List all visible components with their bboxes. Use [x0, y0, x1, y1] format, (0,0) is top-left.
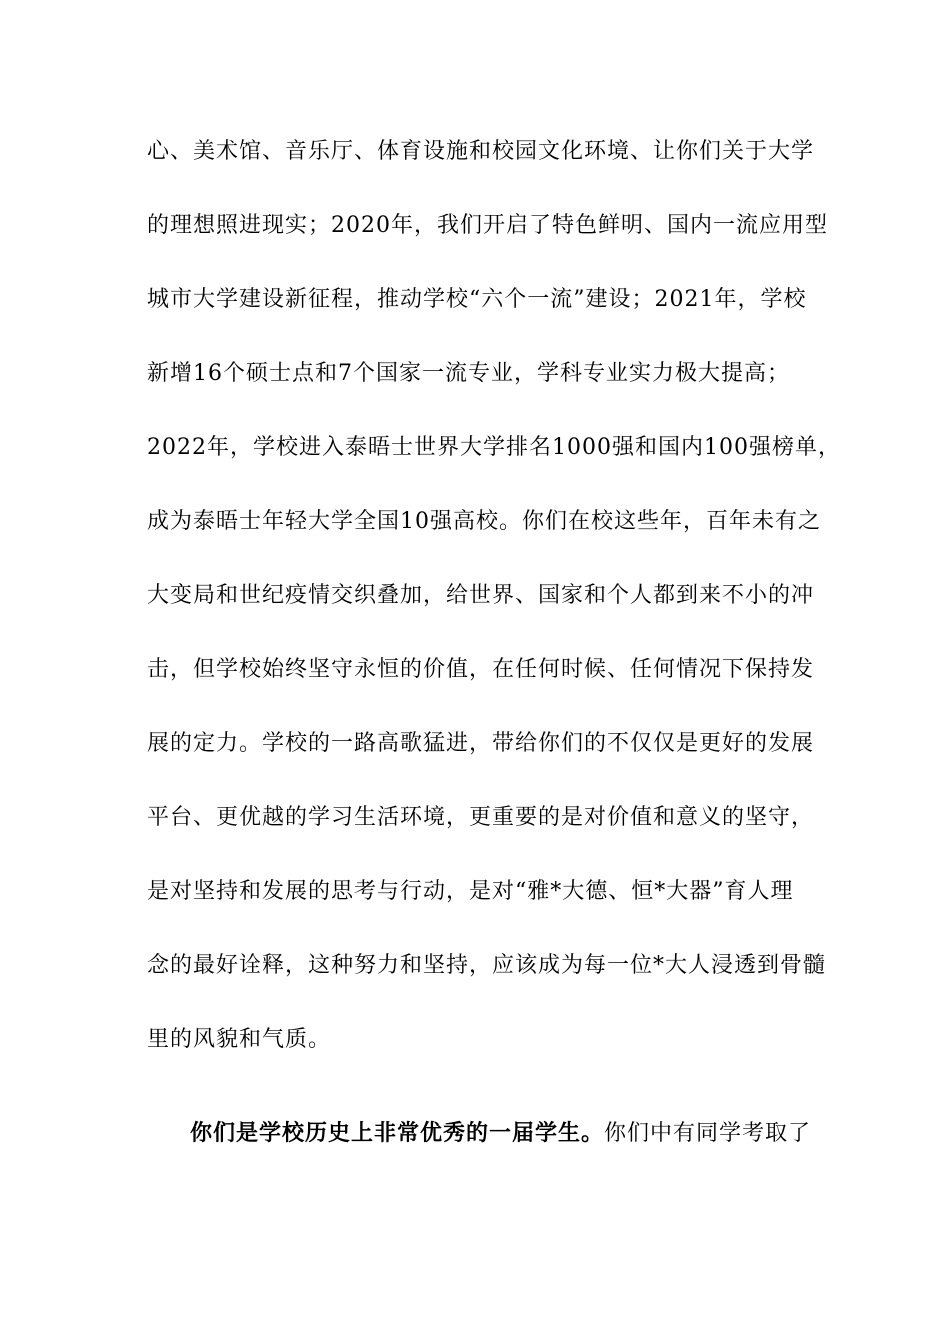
paragraph-line: 展的定力。学校的一路高歌猛进，带给你们的不仅仅是更好的发展 — [147, 731, 815, 756]
bold-lead-sentence: 你们是学校历史上非常优秀的一届学生。 — [190, 1120, 605, 1146]
paragraph-line: 2022年，学校进入泰晤士世界大学排名1000强和国内100强榜单， — [147, 435, 841, 460]
paragraph-line: 心、美术馆、音乐厅、体育设施和校园文化环境、让你们关于大学 — [147, 139, 815, 164]
paragraph-line: 念的最好诠释，这种努力和坚持，应该成为每一位*大人浸透到骨髓 — [147, 953, 827, 978]
paragraph-line: 击，但学校始终坚守永恒的价值，在任何时候、任何情况下保持发 — [147, 657, 815, 682]
paragraph-line: 平台、更优越的学习生活环境，更重要的是对价值和意义的坚守， — [147, 805, 815, 830]
paragraph-two-line — [190, 1118, 810, 1149]
paragraph-line: 大变局和世纪疫情交织叠加，给世界、国家和个人都到来不小的冲 — [147, 583, 815, 608]
paragraph-line: 城市大学建设新征程，推动学校“六个一流”建设；2021年，学校 — [147, 287, 807, 312]
paragraph-line: 是对坚持和发展的思考与行动，是对“雅*大德、恒*大器”育人理 — [147, 879, 794, 904]
paragraph-line: 新增16个硕士点和7个国家一流专业，学科专业实力极大提高； — [147, 361, 790, 386]
paragraph-line: 的理想照进现实；2020年，我们开启了特色鲜明、国内一流应用型 — [147, 213, 828, 238]
paragraph-line: 里的风貌和气质。 — [147, 1027, 332, 1052]
sentence-continuation: 你们中有同学考取了 — [604, 1121, 812, 1146]
paragraph-line: 成为泰晤士年轻大学全国10强高校。你们在校这些年，百年未有之 — [147, 509, 821, 534]
